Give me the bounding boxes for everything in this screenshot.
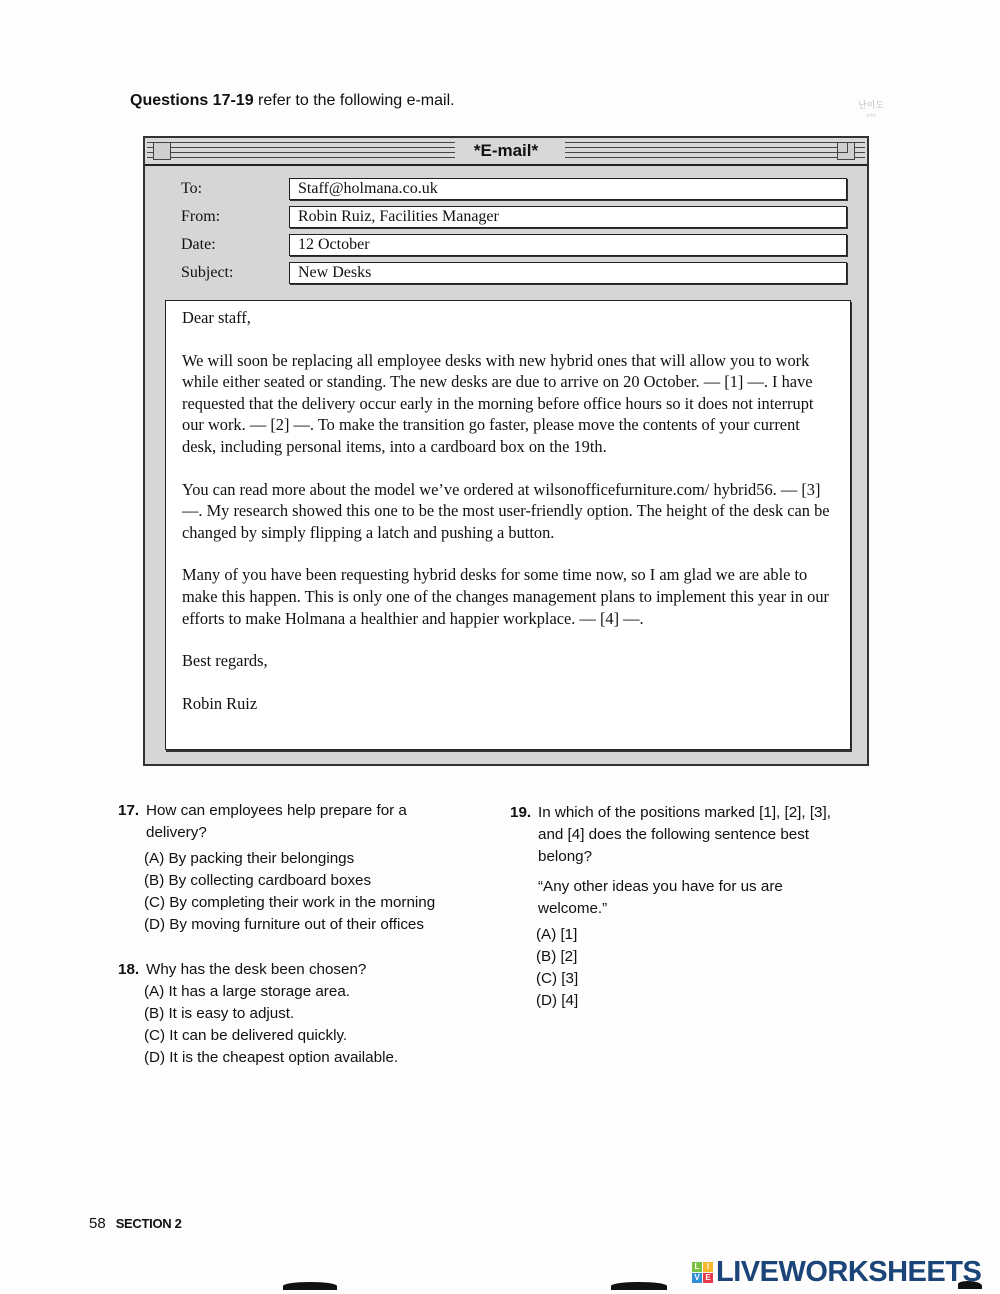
answer-option-a[interactable]: (A) [1] (536, 926, 578, 943)
header-row-to (181, 178, 847, 200)
scan-artifact (611, 1282, 667, 1290)
question-18 (118, 959, 478, 1069)
email-closing: Best regards, (182, 651, 268, 671)
question-number: 19. (510, 804, 532, 821)
heading-text: refer to the following e-mail. (253, 92, 455, 109)
answer-option-d[interactable]: (D) By moving furniture out of their offices (144, 916, 424, 933)
email-greeting: Dear staff, (182, 308, 251, 327)
questions-range: Questions 17-19 (130, 92, 254, 109)
from-field: Robin Ruiz, Facilities Manager (289, 206, 847, 228)
question-number: 18. (118, 961, 140, 978)
email-paragraph-3: Many of you have been requesting hybrid desks for some time now, so I am glad we are able to make this happen. This is only one of the changes management plans to implement this year in our efforts to make Holmana a healthier and happier workplace. — [4] —. (182, 565, 829, 628)
email-body (165, 300, 851, 750)
liveworksheets-wordmark: LIVEWORKSHEETS (716, 1256, 982, 1288)
titlebar-stripes-left (147, 142, 455, 159)
tile-e: E (703, 1273, 713, 1283)
question-17 (118, 800, 458, 936)
question-19 (510, 802, 850, 1012)
email-paragraph-2: You can read more about the model we’ve ordered at wilsonofficefurniture.com/ hybrid56. — [3] —. My research showed this one to be the most user-friendly option. The height of the desk can be changed by simply flipping a latch and pushing a button. (182, 479, 830, 542)
from-label: From: (181, 208, 221, 225)
header-row-subject (181, 262, 847, 284)
answer-option-b[interactable]: (B) It is easy to adjust. (144, 1005, 295, 1022)
page-footer (89, 1215, 182, 1232)
answer-option-c[interactable]: (C) [3] (536, 970, 579, 987)
email-titlebar (145, 138, 867, 166)
liveworksheets-logo (692, 1256, 981, 1289)
date-label: Date: (181, 236, 216, 253)
difficulty-label: 난이도 (858, 100, 885, 110)
answer-option-c[interactable]: (C) By completing their work in the morning (144, 894, 436, 911)
question-stem (118, 800, 458, 844)
email-window-title: *E-mail* (460, 141, 552, 161)
question-text: Why has the desk been chosen? (146, 961, 367, 978)
answer-option-a[interactable]: (A) It has a large storage area. (144, 983, 350, 1000)
to-field: Staff@holmana.co.uk (289, 178, 847, 200)
live-tiles-icon (692, 1262, 713, 1283)
date-field: 12 October (289, 234, 847, 256)
tile-l: L (692, 1262, 702, 1272)
page-number: 58 (89, 1215, 106, 1232)
email-signature: Robin Ruiz (182, 693, 258, 713)
answer-option-b[interactable]: (B) By collecting cardboard boxes (144, 872, 372, 889)
subject-field: New Desks (289, 262, 847, 284)
answer-option-b[interactable]: (B) [2] (536, 948, 578, 965)
tile-i: I (703, 1262, 713, 1272)
titlebar-stripes-right (565, 142, 865, 159)
email-paragraph-1: We will soon be replacing all employee desks with new hybrid ones that will allow you to work while either seated or standing. The new desks are due to arrive on 20 October. — [1] —. I have requested that the delivery occur early in the morning before office hours so it does not interrupt our work. — [2] —. To make the transition go faster, please move the contents of your current desk, including personal items, into a cardboard box on the 19th. (182, 350, 814, 456)
question-text: In which of the positions marked [1], [2], [3], and [4] does the following sentence best belong? (538, 804, 831, 865)
section-label: SECTION 2 (115, 1216, 182, 1231)
answer-option-a[interactable]: (A) By packing their belongings (144, 850, 355, 867)
header-row-date (181, 234, 847, 256)
subject-label: Subject: (181, 264, 234, 281)
difficulty-dots: ◦◦◦ (866, 110, 876, 120)
inserted-sentence: “Any other ideas you have for us are welcome.” (538, 878, 783, 917)
close-box-icon (153, 142, 171, 160)
question-text: How can employees help prepare for a delivery? (146, 802, 407, 841)
email-window (143, 136, 869, 766)
difficulty-mark (858, 100, 884, 120)
to-label: To: (181, 180, 203, 197)
tile-v: V (692, 1273, 702, 1283)
question-stem (510, 802, 850, 868)
answer-option-c[interactable]: (C) It can be delivered quickly. (144, 1027, 348, 1044)
question-stem (118, 959, 478, 981)
answer-option-d[interactable]: (D) It is the cheapest option available. (144, 1049, 399, 1066)
zoom-box-icon (837, 142, 855, 160)
questions-heading (130, 92, 455, 110)
header-row-from (181, 206, 847, 228)
scan-artifact (283, 1282, 337, 1290)
answer-option-d[interactable]: (D) [4] (536, 992, 579, 1009)
question-number: 17. (118, 802, 140, 819)
